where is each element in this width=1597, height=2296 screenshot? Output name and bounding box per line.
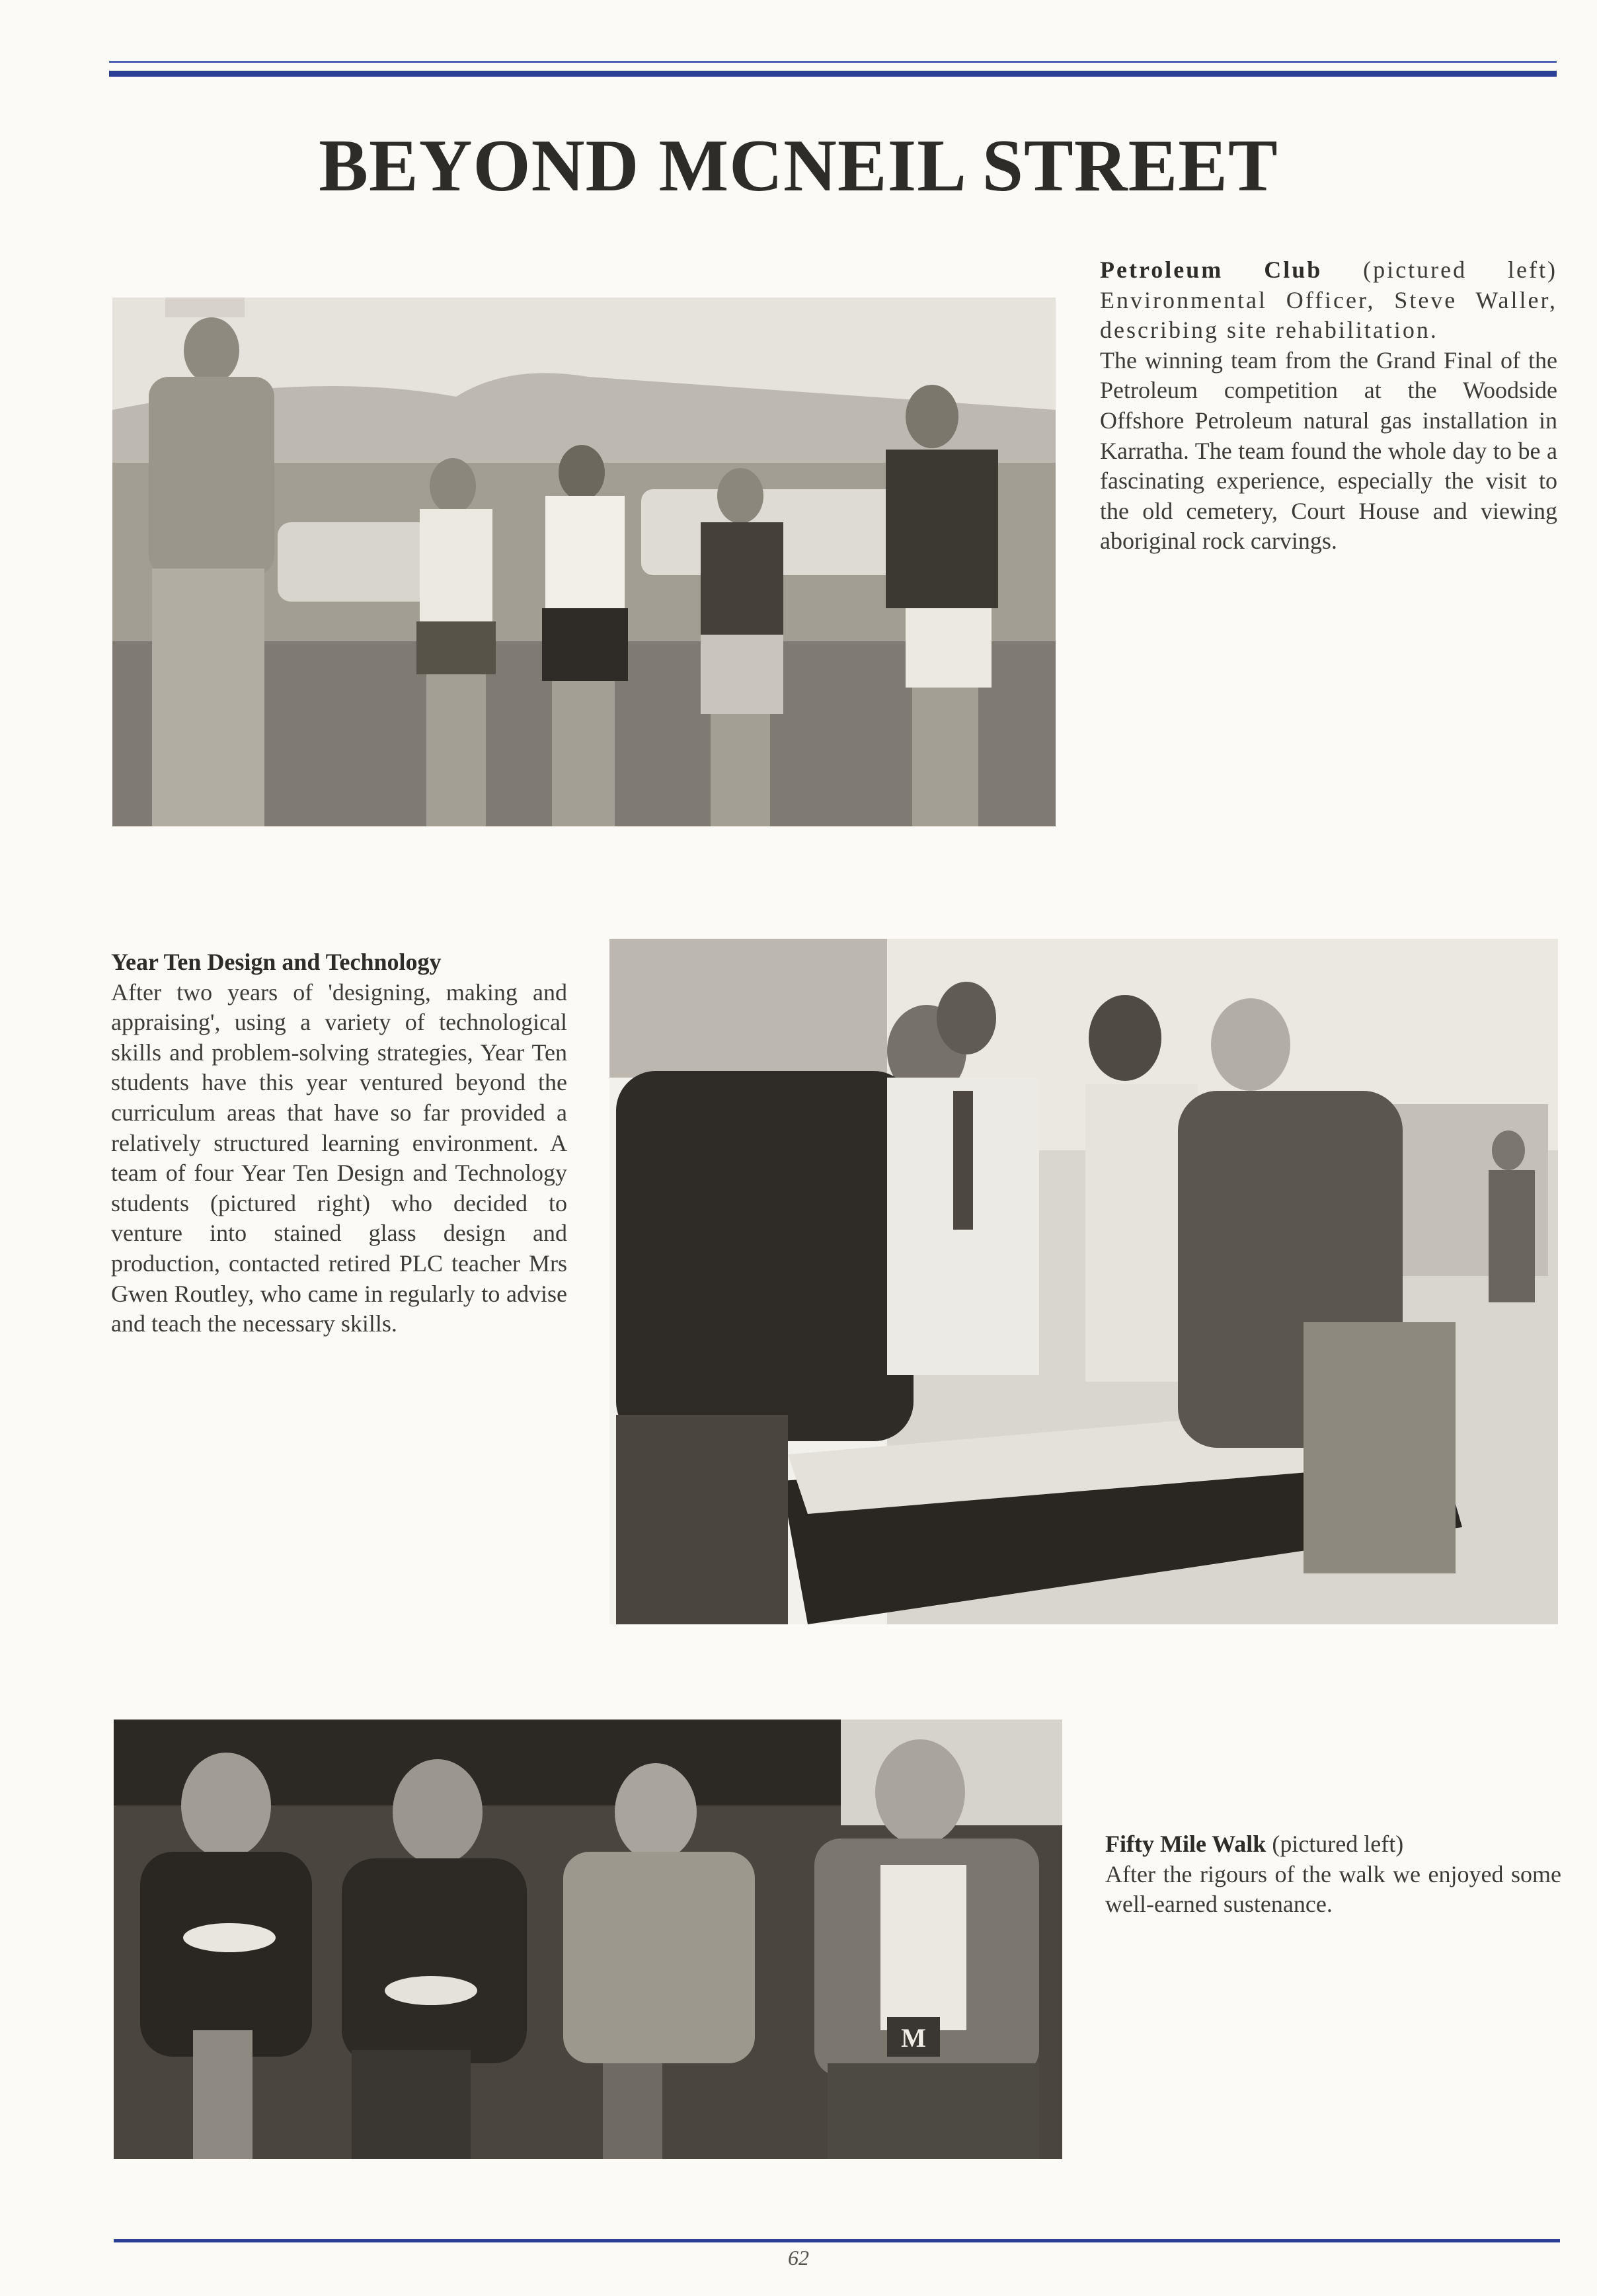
page-number: 62 <box>788 2246 809 2270</box>
petroleum-club-photo <box>112 297 1056 826</box>
fifty-mile-walk-body: After the rigours of the walk we enjoyed some well-earned sustenance. <box>1105 1860 1561 1918</box>
design-technology-heading: Year Ten Design and Technology <box>111 949 442 975</box>
design-technology-body: After two years of 'designing, making and appraising', using a variety of technological skills and problem-solving strategies, Year Ten students have this year ventured beyond the curriculum areas that have so far provided a relatively structured learning environment. A team of four Year Ten Design and Technology students (pictured right) who decided to venture into stained glass design and production, contacted retired PLC teacher Mrs Gwen Routley, who came in regularly to advise and teach the necessary skills. <box>111 978 567 1337</box>
petroleum-club-caption <box>1100 255 1557 557</box>
petroleum-club-caption-text: (pictured left) Environmental Officer, Steve Waller, describing site rehabilitation. <box>1100 257 1557 344</box>
stained-glass-workshop-photo <box>609 939 1558 1624</box>
header-rule-thin <box>109 61 1557 63</box>
page-title: BEYOND MCNEIL STREET <box>319 125 1278 207</box>
header-rule-thick <box>109 71 1557 77</box>
fifty-mile-walk-caption-text: (pictured left) <box>1266 1831 1404 1857</box>
design-technology-article <box>111 947 567 1339</box>
fifty-mile-walk-caption <box>1105 1829 1561 1920</box>
footer-rule <box>114 2239 1560 2242</box>
fifty-mile-walk-photo <box>114 1720 1062 2159</box>
fifty-mile-walk-heading: Fifty Mile Walk <box>1105 1831 1266 1857</box>
petroleum-club-heading: Petroleum Club <box>1100 257 1323 283</box>
carton-letter-m: M <box>901 2023 926 2053</box>
petroleum-club-body: The winning team from the Grand Final of the Petroleum competition at the Woodside Offshore Petroleum natural gas installation in Karratha. The team found the whole day to be a fascinating experience, especially the visit to the old cemetery, Court House and viewing aboriginal rock carvings. <box>1100 346 1557 555</box>
